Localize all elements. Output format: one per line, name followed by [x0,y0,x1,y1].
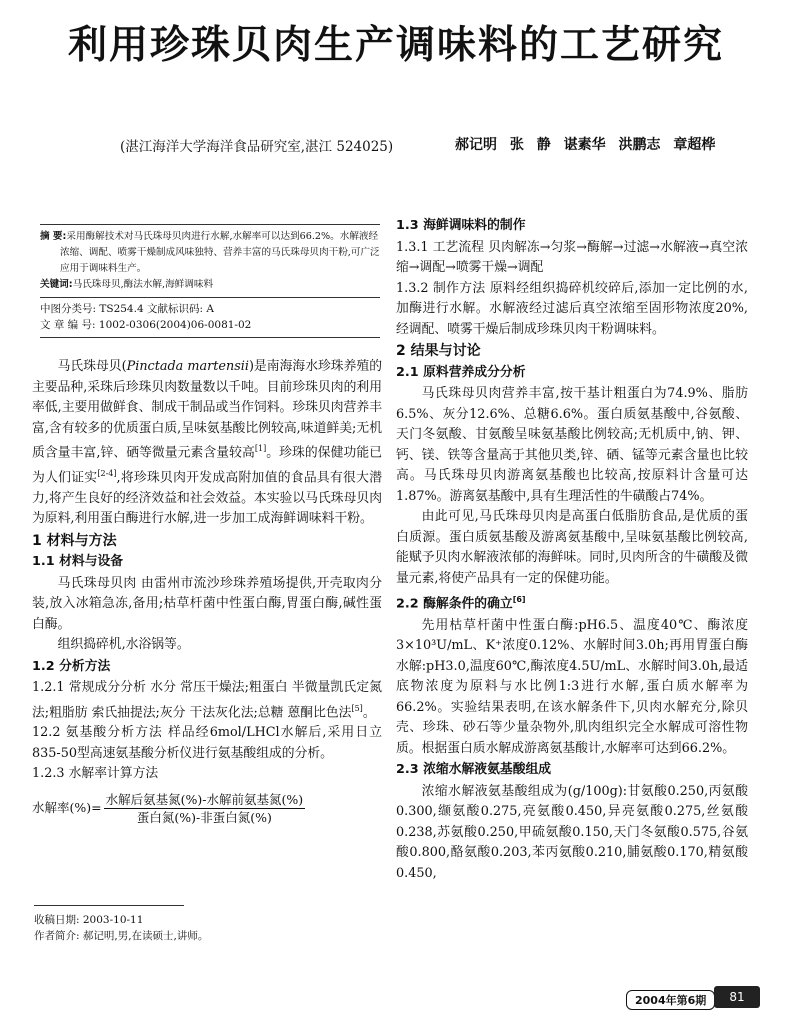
subsection-heading: 1.1 材料与设备 [32,554,124,570]
author-intro: 作者简介: 郝记明,男,在读硕士,讲师。 [34,930,209,942]
abstract-label: 摘 要: [40,231,67,242]
abstract-top-rule [40,224,380,225]
keywords-text: 马氏珠母贝,酶法水解,海鲜调味料 [72,279,214,290]
citation-ref: [2-4] [97,468,117,478]
citation-ref: [6] [512,595,526,604]
paragraph: 1.3.2 制作方法 原料经组织捣碎机绞碎后,添加一定比例的水,加酶进行水解。水解液经过滤后真空浓缩至固形物浓度20%,经调配、喷雾干燥后制成珍珠贝肉干粉调味料。 [396,280,748,337]
formula-lhs: 水解率(%)= [32,800,102,816]
subsection-heading: 2.3 浓缩水解液氨基酸组成 [396,762,552,778]
paragraph: 1.3.1 工艺流程 贝肉解冻→匀浆→酶解→过滤→水解液→真空浓缩→调配→喷雾干燥→调配 [396,239,748,275]
clc-number: 中图分类号: TS254.4 文献标识码: A [40,303,214,315]
subsection-heading: 2.1 原料营养成分分析 [396,364,526,380]
formula-numerator: 水解后氨基氮(%)-水解前氨基氮(%) [105,791,304,807]
keywords-label: 关键词: [40,279,73,290]
abstract-mid-rule [40,297,380,298]
subsection-heading: 1.2 分析方法 [32,658,111,674]
right-column [396,215,748,884]
subsection-heading: 1.3 海鲜调味料的制作 [396,218,526,233]
subsection-heading: 2.2 酶解条件的确立[6] [396,595,526,612]
page-number: 81 [714,986,760,1008]
affiliation: (湛江海洋大学海洋食品研究室,湛江 524025) [120,139,394,155]
abstract-block [40,220,380,342]
citation-ref: [1] [254,444,267,453]
section-heading: 1 材料与方法 [32,532,117,549]
formula-denominator: 蛋白氮(%)-非蛋白氮(%) [136,809,272,825]
paragraph: 组织捣碎机,水浴锅等。 [57,637,190,653]
paragraph: 12.2 氨基酸分析方法 样品经6mol/LHCl水解后,采用日立835-50型高速氨基酸分析仪进行氨基酸组成的分析。 [32,725,382,761]
paragraph: 浓缩水解液氨基酸组成为(g/100g):甘氨酸0.250,丙氨酸0.300,缬氨酸0.275,亮氨酸0.450,异亮氨酸0.275,丝氨酸0.238,苏氨酸0.250,甲硫氨酸0.150,天门冬氨酸0.575,谷氨酸0.800,酪氨酸0.203,苯丙氨酸0.210,脯氨酸0.170,精氨酸0.450, [396,783,748,881]
issue-label: 2004年第6期 [626,990,715,1010]
section-heading: 2 结果与讨论 [396,343,481,359]
abstract-text: 采用酶解技术对马氏珠母贝肉进行水解,水解率可以达到66.2%。水解液经浓缩、调配、喷雾干燥制成风味独特、营养丰富的马氏珠母贝肉干粉,可广泛应用于调味料生产。 [60,231,380,274]
citation-ref: [5] [351,703,363,713]
article-number: 文 章 编 号: 1002-0306(2004)06-0081-02 [40,318,252,331]
intro-paragraph: 马氏珠母贝(Pinctada martensii)是南海海水珍珠养殖的主要品种,采珠后珍珠贝肉数量数以千吨。目前珍珠贝肉的利用率低,主要用做鲜食、制成干制品或当作饲料。珍珠贝肉营养丰富,含有较多的优质蛋白质,呈味氨基酸比例较高,味道鲜美;无机质含量丰富,锌、硒等微量元素含量较高[1]。珍珠的保健功能已为人们证实[2-4],将珍珠贝肉开发成高附加值的食品具有很大潜力,将产生良好的经济效益和社会效益。本实验以马氏珠母贝肉为原料,利用蛋白酶进行水解,进一步加工成海鲜调味料干粉。 [32,359,382,527]
paragraph: 马氏珠母贝肉 由雷州市流沙珍珠养殖场提供,开壳取肉分装,放入冰箱急冻,备用;枯草杆菌中性蛋白酶,胃蛋白酶,碱性蛋白酶。 [32,575,382,632]
abstract-bottom-rule [40,337,380,338]
paragraph: 1.2.1 常规成分分析 水分 常压干燥法;粗蛋白 半微量凯氏定氮法;粗脂肪 索氏抽提法;灰分 干法灰化法;总糖 蒽酮比色法[5]。 [32,680,382,720]
received-date: 收稿日期: 2003-10-11 [34,914,144,926]
latin-name: Pinctada martensii [126,359,249,374]
formula-fraction [104,791,306,826]
paragraph: 1.2.3 水解率计算方法 [32,766,159,782]
keywords [40,277,380,293]
paragraph: 马氏珠母贝肉营养丰富,按干基计粗蛋白为74.9%、脂肪6.5%、灰分12.6%、总糖6.6%。蛋白质氨基酸中,谷氨酸、天门冬氨酸、甘氨酸呈味氨基酸比例较高;无机质中,钠、钾、钙、镁、铁等含量高于其他贝类,锌、硒、锰等元素含量也比较高。马氏珠母贝肉游离氨基酸也比较高,按原料计含量可达1.87%。游离氨基酸中,具有生理活性的牛磺酸占74%。 [396,386,748,504]
author-list: 郝记明 张 静 谌素华 洪鹏志 章超桦 [455,137,716,153]
paragraph: 由此可见,马氏珠母贝肉是高蛋白低脂肪食品,是优质的蛋白质源。蛋白质氨基酸及游离氨基酸中,呈味氨基酸比例较高,能赋予贝肉水解液浓郁的海鲜味。同时,贝肉所含的牛磺酸及微量元素,将使产品具有一定的保健功能。 [396,509,748,586]
abstract [40,229,380,277]
paragraph: 先用枯草杆菌中性蛋白酶:pH6.5、温度40℃、酶浓度3×10³U/mL、K⁺浓度0.12%、水解时间3.0h;再用胃蛋白酶水解:pH3.0,温度60℃,酶浓度4.5U/mL、水解时间3.0h,最适底物浓度为原料与水比例1:3进行水解,蛋白质水解率为66.2%。实验结果表明,在该水解条件下,贝肉水解充分,除贝壳、珍珠、砂石等少量杂物外,肌肉组织完全水解成可溶性物质。根据蛋白质水解成游离氨基酸计,水解率可达到66.2%。 [396,617,748,756]
paper-title: 利用珍珠贝肉生产调味料的工艺研究 [67,23,724,68]
left-column [32,357,382,828]
hydrolysis-formula [32,791,382,826]
footnote-rule [34,905,184,906]
footnote [34,912,208,944]
